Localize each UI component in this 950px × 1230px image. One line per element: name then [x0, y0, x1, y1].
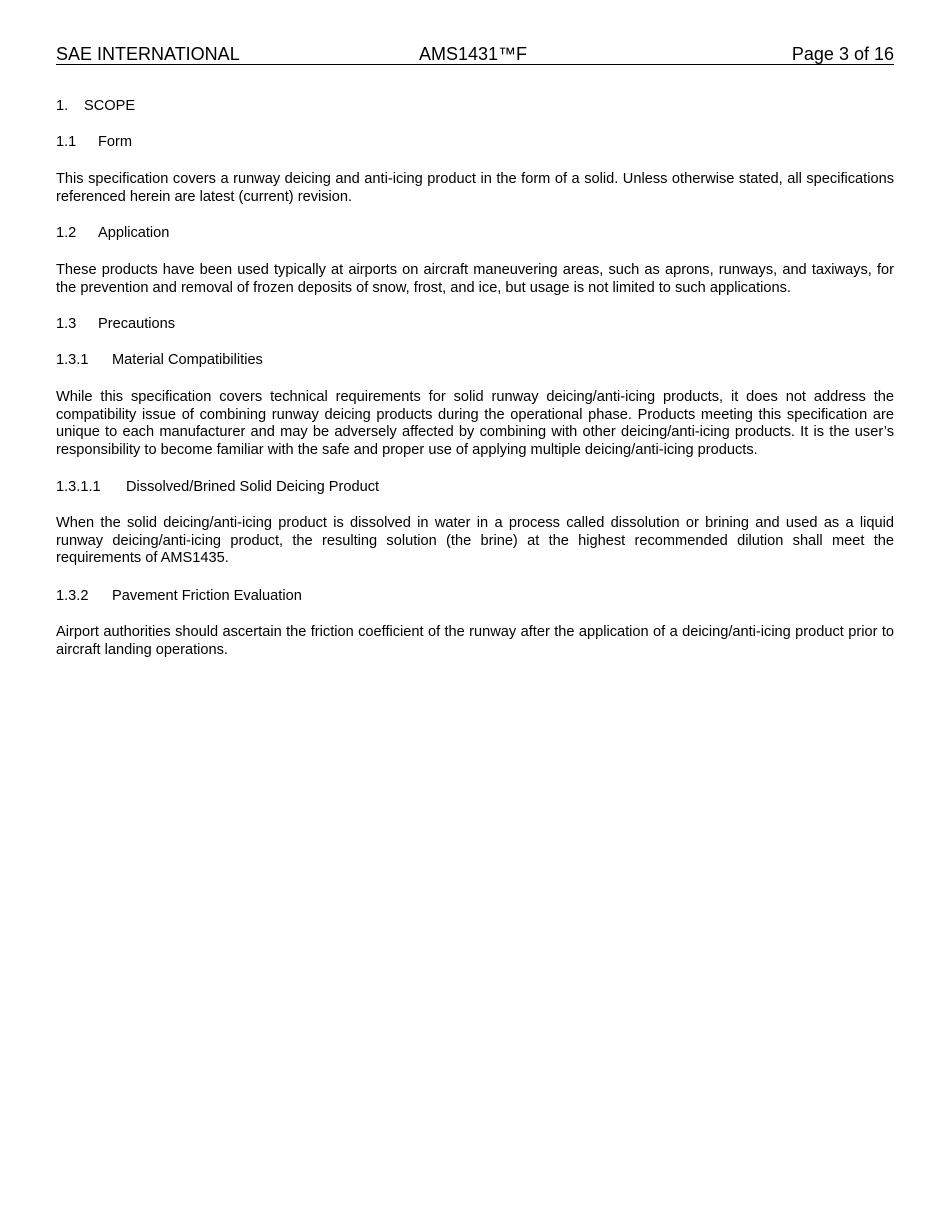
- section-heading-scope: [56, 98, 894, 116]
- paragraph-material-compatibilities: While this specification covers technical requirements for solid runway deicing/anti-icing products, it does not address the compatibility issue of combining runway deicing products during the operational phase. Products meeting this specification are unique to each manufacturer and may be adversely affected by combining with other deicing/anti-icing products. It is the user’s responsibility to become familiar with the safe and proper use of applying multiple deicing/anti-icing products.: [56, 389, 894, 458]
- page-header: [56, 44, 894, 65]
- paragraph-dissolved-brined: When the solid deicing/anti-icing product is dissolved in water in a process called dissolution or brining and used as a liquid runway deicing/anti-icing product, the resulting solution (the brine) at the highest recommended dilution shall meet the requirements of AMS1435.: [56, 515, 894, 566]
- section-title: SCOPE: [84, 98, 136, 114]
- section-number: 1.3.1.1: [56, 479, 101, 495]
- header-page-number: Page 3 of 16: [791, 44, 894, 64]
- header-organization: SAE INTERNATIONAL: [56, 44, 240, 64]
- section-title: Pavement Friction Evaluation: [112, 588, 302, 604]
- paragraph-pavement-friction: Airport authorities should ascertain the friction coefficient of the runway after the application of a deicing/anti-icing product prior to aircraft landing operations.: [56, 624, 894, 658]
- section-heading-precautions: [56, 316, 894, 334]
- section-heading-pavement-friction: [56, 588, 894, 606]
- section-number: 1.3.2: [56, 588, 89, 604]
- header-document-id: AMS1431™F: [419, 44, 528, 64]
- section-title: Material Compatibilities: [112, 352, 263, 368]
- paragraph-form: This specification covers a runway deicing and anti-icing product in the form of a solid. Unless otherwise stated, all specifications referenced herein are latest (current) revision.: [56, 171, 894, 205]
- section-heading-form: [56, 134, 894, 152]
- paragraph-application: These products have been used typically at airports on aircraft maneuvering areas, such as aprons, runways, and taxiways, for the prevention and removal of frozen deposits of snow, frost, and ice, but usage is not limited to such applications.: [56, 262, 894, 296]
- section-title: Application: [98, 225, 170, 241]
- section-number: 1.1: [56, 134, 77, 150]
- section-heading-dissolved-brined: [56, 479, 894, 497]
- section-heading-material-compatibilities: [56, 352, 894, 370]
- section-title: Precautions: [98, 316, 176, 332]
- section-heading-application: [56, 225, 894, 243]
- section-title: Form: [98, 134, 133, 150]
- section-number: 1.: [56, 98, 69, 114]
- section-title: Dissolved/Brined Solid Deicing Product: [126, 479, 380, 495]
- section-number: 1.3: [56, 316, 77, 332]
- section-number: 1.3.1: [56, 352, 89, 368]
- section-number: 1.2: [56, 225, 77, 241]
